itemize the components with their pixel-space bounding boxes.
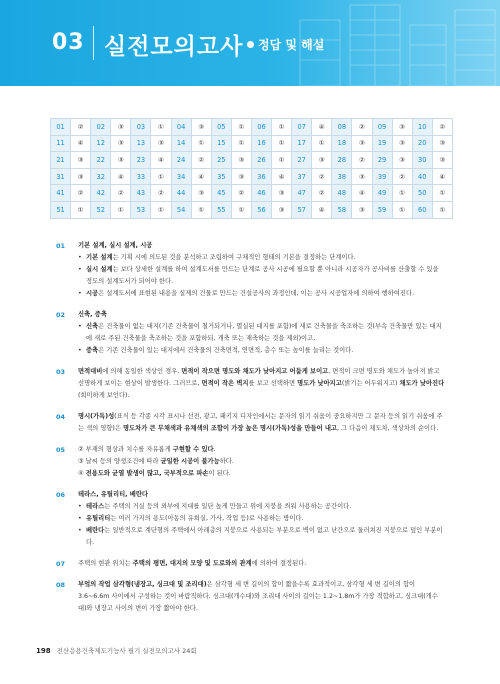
answer-cell: ③ bbox=[111, 135, 131, 152]
answer-cell: ① bbox=[231, 135, 251, 152]
question-number-cell: 43 bbox=[131, 185, 151, 202]
definition: 는 주택의 거실 등의 외부에 지대를 일단 높게 만들고 위에 지붕을 씌워 사용하는 공간이다. bbox=[104, 503, 352, 510]
question-number-cell: 08 bbox=[332, 119, 352, 136]
term: 신축 bbox=[86, 323, 99, 330]
book-title: 전산응용건축제도기능사 필기 실전모의고사 24회 bbox=[56, 647, 197, 655]
answer-cell: ③ bbox=[231, 168, 251, 185]
answer-cell: ① bbox=[191, 135, 211, 152]
question-number-cell: 49 bbox=[372, 185, 392, 202]
answer-cell: ① bbox=[231, 201, 251, 218]
question-04 bbox=[56, 411, 446, 435]
text: (밝기는 어두워지고) bbox=[341, 380, 400, 387]
answer-cell: ④ bbox=[312, 119, 332, 136]
answer-cell: ① bbox=[151, 168, 171, 185]
answer-cell: ③ bbox=[392, 119, 412, 136]
choice-line bbox=[78, 468, 446, 480]
text: ③ 날씨 등의 양생조건에 따라 bbox=[78, 458, 161, 465]
question-number-cell: 11 bbox=[51, 135, 71, 152]
definition: 는 보다 상세한 설계를 하여 설계도서를 만드는 단계로 공사 시공에 필요할 뿐 아니라 시공자가 공사비를 산출할 수 있을 정도의 설계도서가 되어야 한다. bbox=[86, 266, 439, 285]
answer-row bbox=[51, 135, 453, 152]
question-number-cell: 03 bbox=[131, 119, 151, 136]
keyword: 면적대비 bbox=[78, 368, 103, 375]
answer-cell: ④ bbox=[312, 201, 332, 218]
question-number-cell: 54 bbox=[171, 201, 191, 218]
question-01 bbox=[56, 240, 446, 300]
question-02 bbox=[56, 309, 446, 357]
question-number-cell: 46 bbox=[251, 185, 271, 202]
text: 이 된다. bbox=[208, 470, 231, 477]
question-number-cell: 01 bbox=[51, 119, 71, 136]
answer-cell: ② bbox=[71, 119, 91, 136]
question-number-cell: 18 bbox=[332, 135, 352, 152]
answer-cell: ② bbox=[352, 119, 372, 136]
question-number-cell: 32 bbox=[91, 168, 111, 185]
answer-cell: ③ bbox=[312, 152, 332, 169]
answer-cell: ③ bbox=[272, 185, 292, 202]
question-number-cell: 42 bbox=[91, 185, 111, 202]
choice-line bbox=[78, 456, 446, 468]
answer-cell: ③ bbox=[191, 185, 211, 202]
definition: 는 일반적으로 계단형의 주택에서 아래층의 지붕으로 사용되는 부분으로 벽이 없고 난간으로 둘러쳐진 지붕으로 덮인 부분이다. bbox=[86, 527, 443, 546]
chapter-title: 실전모의고사 bbox=[104, 34, 244, 60]
explanations bbox=[56, 240, 446, 624]
answer-cell: ② bbox=[312, 185, 332, 202]
answer-cell: ① bbox=[272, 135, 292, 152]
question-title: 신축, 증축 bbox=[78, 311, 107, 318]
question-number-cell: 04 bbox=[171, 119, 191, 136]
term: 유틸리티 bbox=[86, 515, 111, 522]
choice-line bbox=[78, 444, 446, 456]
text: . bbox=[213, 446, 216, 453]
answer-cell: ① bbox=[111, 201, 131, 218]
answer-cell: ③ bbox=[392, 135, 412, 152]
question-03 bbox=[56, 366, 446, 402]
answer-cell: ② bbox=[352, 152, 372, 169]
keyword: 채도가 낮아진다 bbox=[399, 380, 445, 387]
question-number-cell: 52 bbox=[91, 201, 111, 218]
question-number-cell: 29 bbox=[372, 152, 392, 169]
question-number-cell: 09 bbox=[372, 119, 392, 136]
question-number: 08 bbox=[56, 581, 66, 589]
answer-row bbox=[51, 168, 453, 185]
question-07 bbox=[56, 558, 446, 570]
question-number-cell: 12 bbox=[91, 135, 111, 152]
question-number-cell: 58 bbox=[332, 201, 352, 218]
definition: 은 기존 건축물이 있는 대지에서 건축물의 건축면적, 연면적, 층수 또는 높이를 늘리는 것이다. bbox=[98, 347, 354, 354]
question-05 bbox=[56, 444, 446, 480]
answer-cell: ③ bbox=[111, 152, 131, 169]
question-number-cell: 19 bbox=[372, 135, 392, 152]
question-number-cell: 27 bbox=[292, 152, 312, 169]
keyword: 명도가 낮아지고 bbox=[297, 380, 342, 387]
keyword: 전용도와 균열 발생이 많고, 국부적으로 파손 bbox=[85, 470, 209, 477]
question-number-cell: 56 bbox=[251, 201, 271, 218]
answer-paragraph bbox=[78, 366, 446, 402]
term: 증축 bbox=[86, 347, 99, 354]
question-number-cell: 23 bbox=[131, 152, 151, 169]
definition: 은 설계도서에 표현된 내용을 실제의 건물로 만드는 건설공사의 과정인데, 이는 공사 시공업자에 의하여 행하여진다. bbox=[98, 290, 415, 297]
question-number-cell: 02 bbox=[91, 119, 111, 136]
question-number: 06 bbox=[56, 491, 66, 499]
question-number-cell: 16 bbox=[251, 135, 271, 152]
keyword: 주택의 평면, 대지의 모양 및 도로와의 관계 bbox=[132, 560, 252, 567]
keyword: 명도차가 큰 무채색과 유채색의 조합이 가장 높은 명시(가독)성을 만들어 내고 bbox=[122, 425, 338, 432]
question-number-cell: 55 bbox=[211, 201, 231, 218]
question-number-cell: 37 bbox=[292, 168, 312, 185]
term: 테라스 bbox=[86, 503, 105, 510]
bullet-item bbox=[78, 501, 446, 513]
bullet-item bbox=[78, 513, 446, 525]
question-number-cell: 25 bbox=[211, 152, 231, 169]
answer-cell: ① bbox=[71, 201, 91, 218]
definition: 은 건축물이 없는 대지(기존 건축물이 철거되거나, 멸실된 대지를 포함)에 새로 건축물을 축조하는 것(부속 건축물만 있는 대지에 새로 주된 건축물을 축조하는 것을 포함하되, 개축 또는 재축하는 것을 제외)이고, bbox=[86, 323, 442, 342]
question-number-cell: 06 bbox=[251, 119, 271, 136]
question-number-cell: 39 bbox=[372, 168, 392, 185]
header-divider bbox=[93, 26, 94, 60]
answer-cell: ④ bbox=[111, 168, 131, 185]
answer-cell: ② bbox=[191, 152, 211, 169]
answer-cell: ① bbox=[312, 135, 332, 152]
bullet-icon bbox=[247, 41, 254, 48]
answer-cell: ② bbox=[312, 168, 332, 185]
question-number-cell: 33 bbox=[131, 168, 151, 185]
answer-cell: ② bbox=[231, 185, 251, 202]
bullet-item bbox=[78, 321, 446, 345]
question-number-cell: 60 bbox=[412, 201, 432, 218]
question-number-cell: 51 bbox=[51, 201, 71, 218]
question-number-cell: 35 bbox=[211, 168, 231, 185]
answer-row bbox=[51, 201, 453, 218]
question-number: 04 bbox=[56, 413, 66, 421]
question-number-cell: 31 bbox=[51, 168, 71, 185]
bullet-item bbox=[78, 525, 446, 549]
question-number-cell: 48 bbox=[332, 185, 352, 202]
bullet-item bbox=[78, 252, 446, 264]
answer-row bbox=[51, 119, 453, 136]
answer-cell: ② bbox=[71, 185, 91, 202]
text: 에 의하여 결정된다. bbox=[251, 560, 307, 567]
term: 기본 설계 bbox=[86, 254, 113, 261]
question-number-cell: 26 bbox=[251, 152, 271, 169]
question-number-cell: 36 bbox=[251, 168, 271, 185]
question-number-cell: 38 bbox=[332, 168, 352, 185]
question-08 bbox=[56, 579, 446, 615]
question-number-cell: 07 bbox=[292, 119, 312, 136]
question-number-cell: 13 bbox=[131, 135, 151, 152]
chapter-subtitle: 정답 및 해설 bbox=[258, 38, 325, 52]
chapter-number: 03 bbox=[52, 30, 85, 55]
question-number-cell: 50 bbox=[412, 185, 432, 202]
answer-cell: ② bbox=[111, 185, 131, 202]
answer-row bbox=[51, 152, 453, 169]
definition: 는 여러 가지의 용도(아동의 유희실, 가사, 작업 등)로 사용하는 방이다. bbox=[110, 515, 304, 522]
question-number-cell: 47 bbox=[292, 185, 312, 202]
answer-cell: ④ bbox=[191, 168, 211, 185]
answer-cell: ③ bbox=[272, 201, 292, 218]
answer-cell: ③ bbox=[352, 168, 372, 185]
answer-cell: ③ bbox=[231, 152, 251, 169]
text: (희미하게 보인다). bbox=[78, 392, 130, 399]
text: 를 보고 선택하면 bbox=[248, 380, 298, 387]
term: 베란다 bbox=[86, 527, 105, 534]
answer-cell: ③ bbox=[71, 152, 91, 169]
text: 주택의 현관 위치는 bbox=[78, 560, 133, 567]
answer-paragraph bbox=[78, 579, 446, 615]
question-number-cell: 44 bbox=[171, 185, 191, 202]
question-number: 02 bbox=[56, 311, 66, 319]
page-footer bbox=[36, 646, 197, 655]
answer-cell: ③ bbox=[392, 152, 412, 169]
answer-cell: ② bbox=[432, 119, 452, 136]
answer-cell: ③ bbox=[191, 119, 211, 136]
answer-cell: ① bbox=[432, 185, 452, 202]
chapter-header bbox=[0, 0, 500, 86]
question-title: 기본 설계, 실시 설계, 시공 bbox=[78, 242, 153, 249]
question-number-cell: 21 bbox=[51, 152, 71, 169]
keyword: 구현할 수 있다 bbox=[172, 446, 214, 453]
answer-cell: ① bbox=[272, 119, 292, 136]
answer-paragraph bbox=[78, 558, 446, 570]
question-number-cell: 34 bbox=[171, 168, 191, 185]
question-number-cell: 20 bbox=[412, 135, 432, 152]
answer-cell: ④ bbox=[432, 168, 452, 185]
answer-paragraph bbox=[78, 411, 446, 435]
text: 에 의해 동일한 색상인 경우, bbox=[102, 368, 182, 375]
text: ② 부재의 형상과 치수를 자유롭게 bbox=[78, 446, 173, 453]
question-number-cell: 59 bbox=[372, 201, 392, 218]
text: (표식 등 각종 시각 표시나 선전, 광고, 패키지 디자인에서는 문자의 읽기 쉬움이 중요하지만 그 문자 등의 읽기 쉬움에 주는 색의 영향)은 bbox=[78, 413, 443, 432]
question-number-cell: 45 bbox=[211, 185, 231, 202]
answer-cell: ① bbox=[151, 119, 171, 136]
answer-cell: ④ bbox=[272, 168, 292, 185]
question-number-cell: 30 bbox=[412, 152, 432, 169]
answer-cell: ② bbox=[392, 168, 412, 185]
question-number: 07 bbox=[56, 560, 66, 568]
bullet-item bbox=[78, 288, 446, 300]
question-number-cell: 10 bbox=[412, 119, 432, 136]
question-number-cell: 24 bbox=[171, 152, 191, 169]
keyword: 면적이 작으면 명도와 채도가 낮아지고 어둡게 보이고 bbox=[181, 368, 329, 375]
answer-cell: ① bbox=[191, 201, 211, 218]
question-number: 05 bbox=[56, 446, 66, 454]
answer-cell: ② bbox=[151, 185, 171, 202]
bullet-item bbox=[78, 264, 446, 288]
page-number: 198 bbox=[36, 647, 51, 655]
keyword: 균일한 시공이 불가능 bbox=[160, 458, 220, 465]
keyword: 면적이 작은 벽지 bbox=[201, 380, 249, 387]
answer-cell: ③ bbox=[352, 135, 372, 152]
question-number-cell: 15 bbox=[211, 135, 231, 152]
definition: 는 기획 시에 의도된 것을 분석하고 조립하여 구체적인 형태의 기본을 결정하는 단계이다. bbox=[112, 254, 356, 261]
question-number-cell: 53 bbox=[131, 201, 151, 218]
question-number-cell: 05 bbox=[211, 119, 231, 136]
answer-cell: ① bbox=[392, 185, 412, 202]
question-number-cell: 40 bbox=[412, 168, 432, 185]
term: 시공 bbox=[86, 290, 99, 297]
answer-cell: ③ bbox=[71, 168, 91, 185]
question-number-cell: 14 bbox=[171, 135, 191, 152]
answer-table bbox=[50, 118, 453, 219]
question-number-cell: 22 bbox=[91, 152, 111, 169]
answer-cell: ① bbox=[272, 152, 292, 169]
answer-row bbox=[51, 185, 453, 202]
answer-cell: ① bbox=[151, 201, 171, 218]
question-number-cell: 41 bbox=[51, 185, 71, 202]
question-number: 03 bbox=[56, 368, 66, 376]
answer-cell: ④ bbox=[352, 185, 372, 202]
term: 실시 설계 bbox=[86, 266, 113, 273]
question-title: 테라스, 유틸리티, 베란다 bbox=[78, 491, 148, 498]
answer-cell: ④ bbox=[71, 135, 91, 152]
keyword: 부엌의 작업 삼각형(냉장고, 싱크대 및 조리대) bbox=[78, 581, 207, 588]
answer-cell: ① bbox=[432, 201, 452, 218]
answer-cell: ① bbox=[231, 119, 251, 136]
text: 은 삼각형 세 변 길이의 합이 짧을수록 효과적이고, 삼각형 세 변 길이의 합이 3.6~6.6m 사이에서 구성하는 것이 바람직하다. 싱크대(개수대)와 조리대 사이의 길이는 1.2~1.8m가 가장 적합하고, 싱크대(개수대)와 냉장고 사이의 변이 가장 짧아야 한다. bbox=[78, 581, 438, 612]
text: ④ bbox=[78, 470, 86, 477]
question-number-cell: 57 bbox=[292, 201, 312, 218]
question-number-cell: 28 bbox=[332, 152, 352, 169]
question-06 bbox=[56, 489, 446, 549]
bullet-item bbox=[78, 345, 446, 357]
question-number: 01 bbox=[56, 242, 66, 250]
answer-cell: ③ bbox=[151, 135, 171, 152]
answer-cell: ③ bbox=[432, 135, 452, 152]
answer-cell: ③ bbox=[352, 201, 372, 218]
answer-cell: ④ bbox=[151, 152, 171, 169]
answer-cell: ③ bbox=[432, 152, 452, 169]
answer-cell: ① bbox=[392, 201, 412, 218]
text: , 그 다음이 채도차, 색상차의 순이다. bbox=[337, 425, 439, 432]
answer-cell: ③ bbox=[111, 119, 131, 136]
keyword: 명시(가독)성 bbox=[78, 413, 115, 420]
text: , 면적이 크면 명도와 채도가 높아져 밝고 선명하게 보이는 현상이 발생한다. 그러므로, bbox=[78, 368, 440, 387]
question-number-cell: 17 bbox=[292, 135, 312, 152]
text: 하다. bbox=[219, 458, 234, 465]
